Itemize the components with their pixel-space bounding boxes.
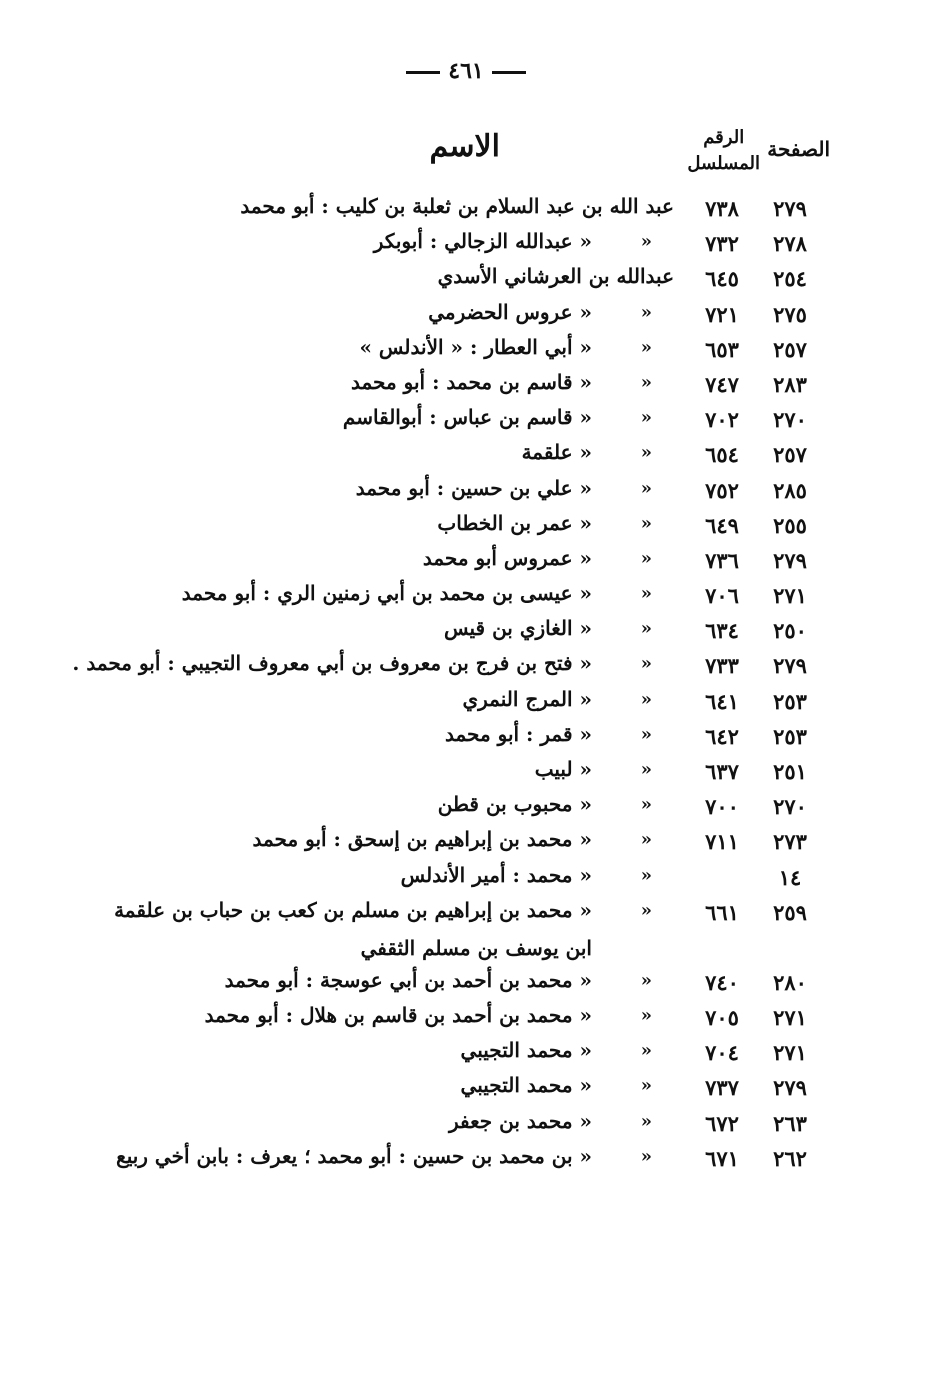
row-name: « عمروس أبو محمد (422, 545, 592, 570)
row-ditto-mark: « (640, 1004, 652, 1026)
row-ditto-mark: « (640, 477, 652, 499)
table-row (0, 438, 932, 473)
table-header (0, 125, 932, 185)
row-ditto-mark: « (640, 1145, 652, 1167)
row-ditto-mark: « (640, 618, 652, 640)
row-name: « محمد : أمير الأندلس (400, 862, 592, 887)
table-row (0, 227, 932, 262)
row-ditto-mark: « (640, 301, 652, 323)
row-page: ٢٦٣ (773, 1110, 807, 1136)
row-serial: ٧٠٦ (705, 583, 739, 609)
row-serial: ٧٤٧ (705, 371, 739, 397)
row-page: ٢٧٥ (773, 301, 807, 327)
row-page: ٢٧٨ (773, 231, 807, 257)
row-page: ٢٥٠ (773, 618, 807, 644)
row-serial: ٦٤٢ (705, 723, 739, 749)
table-row (0, 685, 932, 720)
row-ditto-mark: « (640, 512, 652, 534)
row-serial: ٦٣٧ (705, 759, 739, 784)
page-number (0, 58, 932, 84)
row-serial: ٧٣٢ (705, 231, 739, 257)
index-table (0, 192, 932, 1177)
row-name: « لبيب (534, 757, 592, 781)
row-ditto-mark: « (640, 899, 652, 921)
row-serial: ٦٤٩ (705, 512, 739, 538)
header-serial-top: الرقم (703, 127, 745, 148)
row-page: ٢٧١ (773, 1004, 807, 1030)
row-name: « علي بن حسين : أبو محمد (355, 475, 592, 500)
row-name: عبد الله بن عبد السلام بن ثعلبة بن كليب : أبو محمد (240, 194, 674, 218)
row-name: « محمد التجيبي (460, 1073, 592, 1098)
row-page: ٢٥٩ (773, 899, 807, 925)
row-page: ٢٥٣ (773, 688, 807, 714)
table-row (0, 720, 932, 755)
row-serial: ٧٣٣ (705, 653, 739, 679)
row-serial: ٦٤٥ (705, 266, 739, 292)
table-row (0, 966, 932, 1001)
row-ditto-mark: « (640, 371, 652, 393)
table-row (0, 825, 932, 860)
table-row (0, 861, 932, 896)
row-name: « فتح بن فرج بن معروف بن أبي معروف التجيبي : أبو محمد . (72, 651, 592, 676)
row-serial: ٦٥٤ (705, 442, 739, 468)
row-page: ٢٨٠ (773, 969, 807, 995)
row-ditto-mark: « (640, 547, 652, 569)
row-page: ٢٧٣ (773, 829, 807, 855)
table-row (0, 1107, 932, 1142)
row-name: « أبي العطار : « الأندلس » (359, 334, 592, 359)
row-serial: ٧٠٤ (705, 1040, 739, 1066)
row-page: ٢٧٩ (773, 1075, 807, 1101)
row-serial: ٦٦١ (705, 899, 739, 925)
row-serial: ٧٠٢ (705, 407, 739, 433)
table-row (0, 649, 932, 684)
row-page: ٢٥٧ (773, 442, 807, 468)
row-page: ٢٧٩ (773, 547, 807, 573)
row-name: « قاسم بن محمد : أبو محمد (351, 369, 592, 394)
row-ditto-mark: « (640, 688, 652, 710)
row-name: « محبوب بن قطن (437, 792, 592, 817)
table-row (0, 790, 932, 825)
row-page: ٢٦٢ (773, 1145, 807, 1171)
row-name: « محمد بن إبراهيم بن إسحق : أبو محمد (252, 827, 592, 852)
row-page: ٢٧١ (773, 1040, 807, 1066)
dash-left (406, 71, 440, 74)
row-name: « محمد بن أحمد بن أبي عوسجة : أبو محمد (224, 967, 592, 992)
row-name: « محمد التجيبي (460, 1038, 592, 1063)
row-name: « علقمة (521, 440, 592, 465)
table-row (0, 1142, 932, 1177)
row-name: « عمر بن الخطاب (437, 510, 592, 535)
row-serial: ٧٢١ (705, 301, 739, 327)
table-row (0, 262, 932, 297)
row-page: ٢٧٠ (773, 407, 807, 433)
row-ditto-mark: « (640, 723, 652, 745)
row-ditto-mark: « (640, 829, 652, 851)
row-page: ٢٥٣ (773, 723, 807, 749)
row-ditto-mark: « (640, 231, 652, 253)
row-name-continuation: ابن يوسف بن مسلم الثقفي (360, 935, 592, 960)
table-row (0, 333, 932, 368)
row-name: « محمد بن جعفر (448, 1108, 592, 1133)
row-name: عبدالله بن العرشاني الأسدي (437, 264, 674, 289)
row-serial: ٧٤٠ (705, 969, 739, 995)
table-row (0, 1001, 932, 1036)
row-page: ٢٥٧ (773, 336, 807, 362)
row-ditto-mark: « (640, 759, 652, 780)
row-page: ١٤ (778, 864, 802, 890)
row-serial: ٦٧٢ (705, 1110, 739, 1136)
row-name: « محمد بن أحمد بن قاسم بن هلال : أبو محمد (204, 1002, 592, 1027)
row-ditto-mark: « (640, 653, 652, 675)
table-row (0, 544, 932, 579)
row-serial: ٧٠٥ (705, 1004, 739, 1030)
row-serial: ٧٣٧ (705, 1075, 739, 1101)
row-serial: ٦٤١ (705, 688, 739, 714)
table-row (0, 579, 932, 614)
row-serial: ٧٥٢ (705, 477, 739, 503)
page-number-text: ٤٦١ (448, 58, 484, 84)
row-name: « الغازي بن قيس (444, 616, 592, 641)
row-name: « المرج النمري (462, 686, 592, 711)
table-row (0, 1071, 932, 1106)
row-name: « قاسم بن عباس : أبوالقاسم (342, 405, 592, 430)
row-serial: ٧٠٠ (705, 794, 739, 820)
row-page: ٢٥٤ (773, 266, 807, 292)
table-row (0, 614, 932, 649)
row-ditto-mark: « (640, 583, 652, 605)
row-name: « عيسى بن محمد بن أبي زمنين الري : أبو محمد (181, 581, 592, 606)
header-page: الصفحة (767, 137, 830, 161)
row-name: « عبدالله الزجالي : أبوبكر (373, 229, 592, 254)
table-row (0, 755, 932, 790)
row-serial: ٦٣٤ (705, 618, 739, 644)
row-page: ٢٧٠ (773, 794, 807, 820)
row-page: ٢٨٣ (773, 371, 807, 397)
dash-right (492, 71, 526, 74)
row-page: ٢٥١ (773, 759, 807, 784)
row-ditto-mark: « (640, 407, 652, 429)
row-page: ٢٨٥ (773, 477, 807, 503)
row-serial: ٦٥٣ (705, 336, 739, 362)
row-serial: ٧١١ (705, 829, 739, 855)
table-row (0, 298, 932, 333)
header-serial (687, 125, 760, 177)
table-row (0, 368, 932, 403)
row-serial: ٧٣٨ (705, 196, 739, 221)
row-name: « قمر : أبو محمد (444, 721, 592, 746)
row-ditto-mark: « (640, 969, 652, 991)
row-ditto-mark: « (640, 1075, 652, 1097)
row-ditto-mark: « (640, 794, 652, 816)
row-ditto-mark: « (640, 1110, 652, 1132)
table-row (0, 896, 932, 966)
row-ditto-mark: « (640, 864, 652, 886)
row-name: « بن محمد بن حسين : أبو محمد ؛ يعرف : بابن أخي ربيع (116, 1143, 592, 1168)
table-row (0, 192, 932, 227)
row-page: ٢٧٩ (773, 196, 807, 221)
row-ditto-mark: « (640, 336, 652, 358)
row-ditto-mark: « (640, 1040, 652, 1062)
table-row (0, 403, 932, 438)
row-page: ٢٥٥ (773, 512, 807, 538)
header-name: الاسم (429, 129, 500, 164)
row-name: « محمد بن إبراهيم بن مسلم بن كعب بن حباب بن علقمة (114, 897, 592, 922)
table-row (0, 1036, 932, 1071)
table-row (0, 474, 932, 509)
table-row (0, 509, 932, 544)
row-serial: ٦٧١ (705, 1145, 739, 1171)
row-ditto-mark: « (640, 442, 652, 464)
row-name: « عروس الحضرمي (428, 299, 592, 324)
row-page: ٢٧٩ (773, 653, 807, 679)
row-serial: ٧٣٦ (705, 547, 739, 573)
header-serial-bottom: المسلسل (687, 153, 760, 174)
row-page: ٢٧١ (773, 583, 807, 609)
